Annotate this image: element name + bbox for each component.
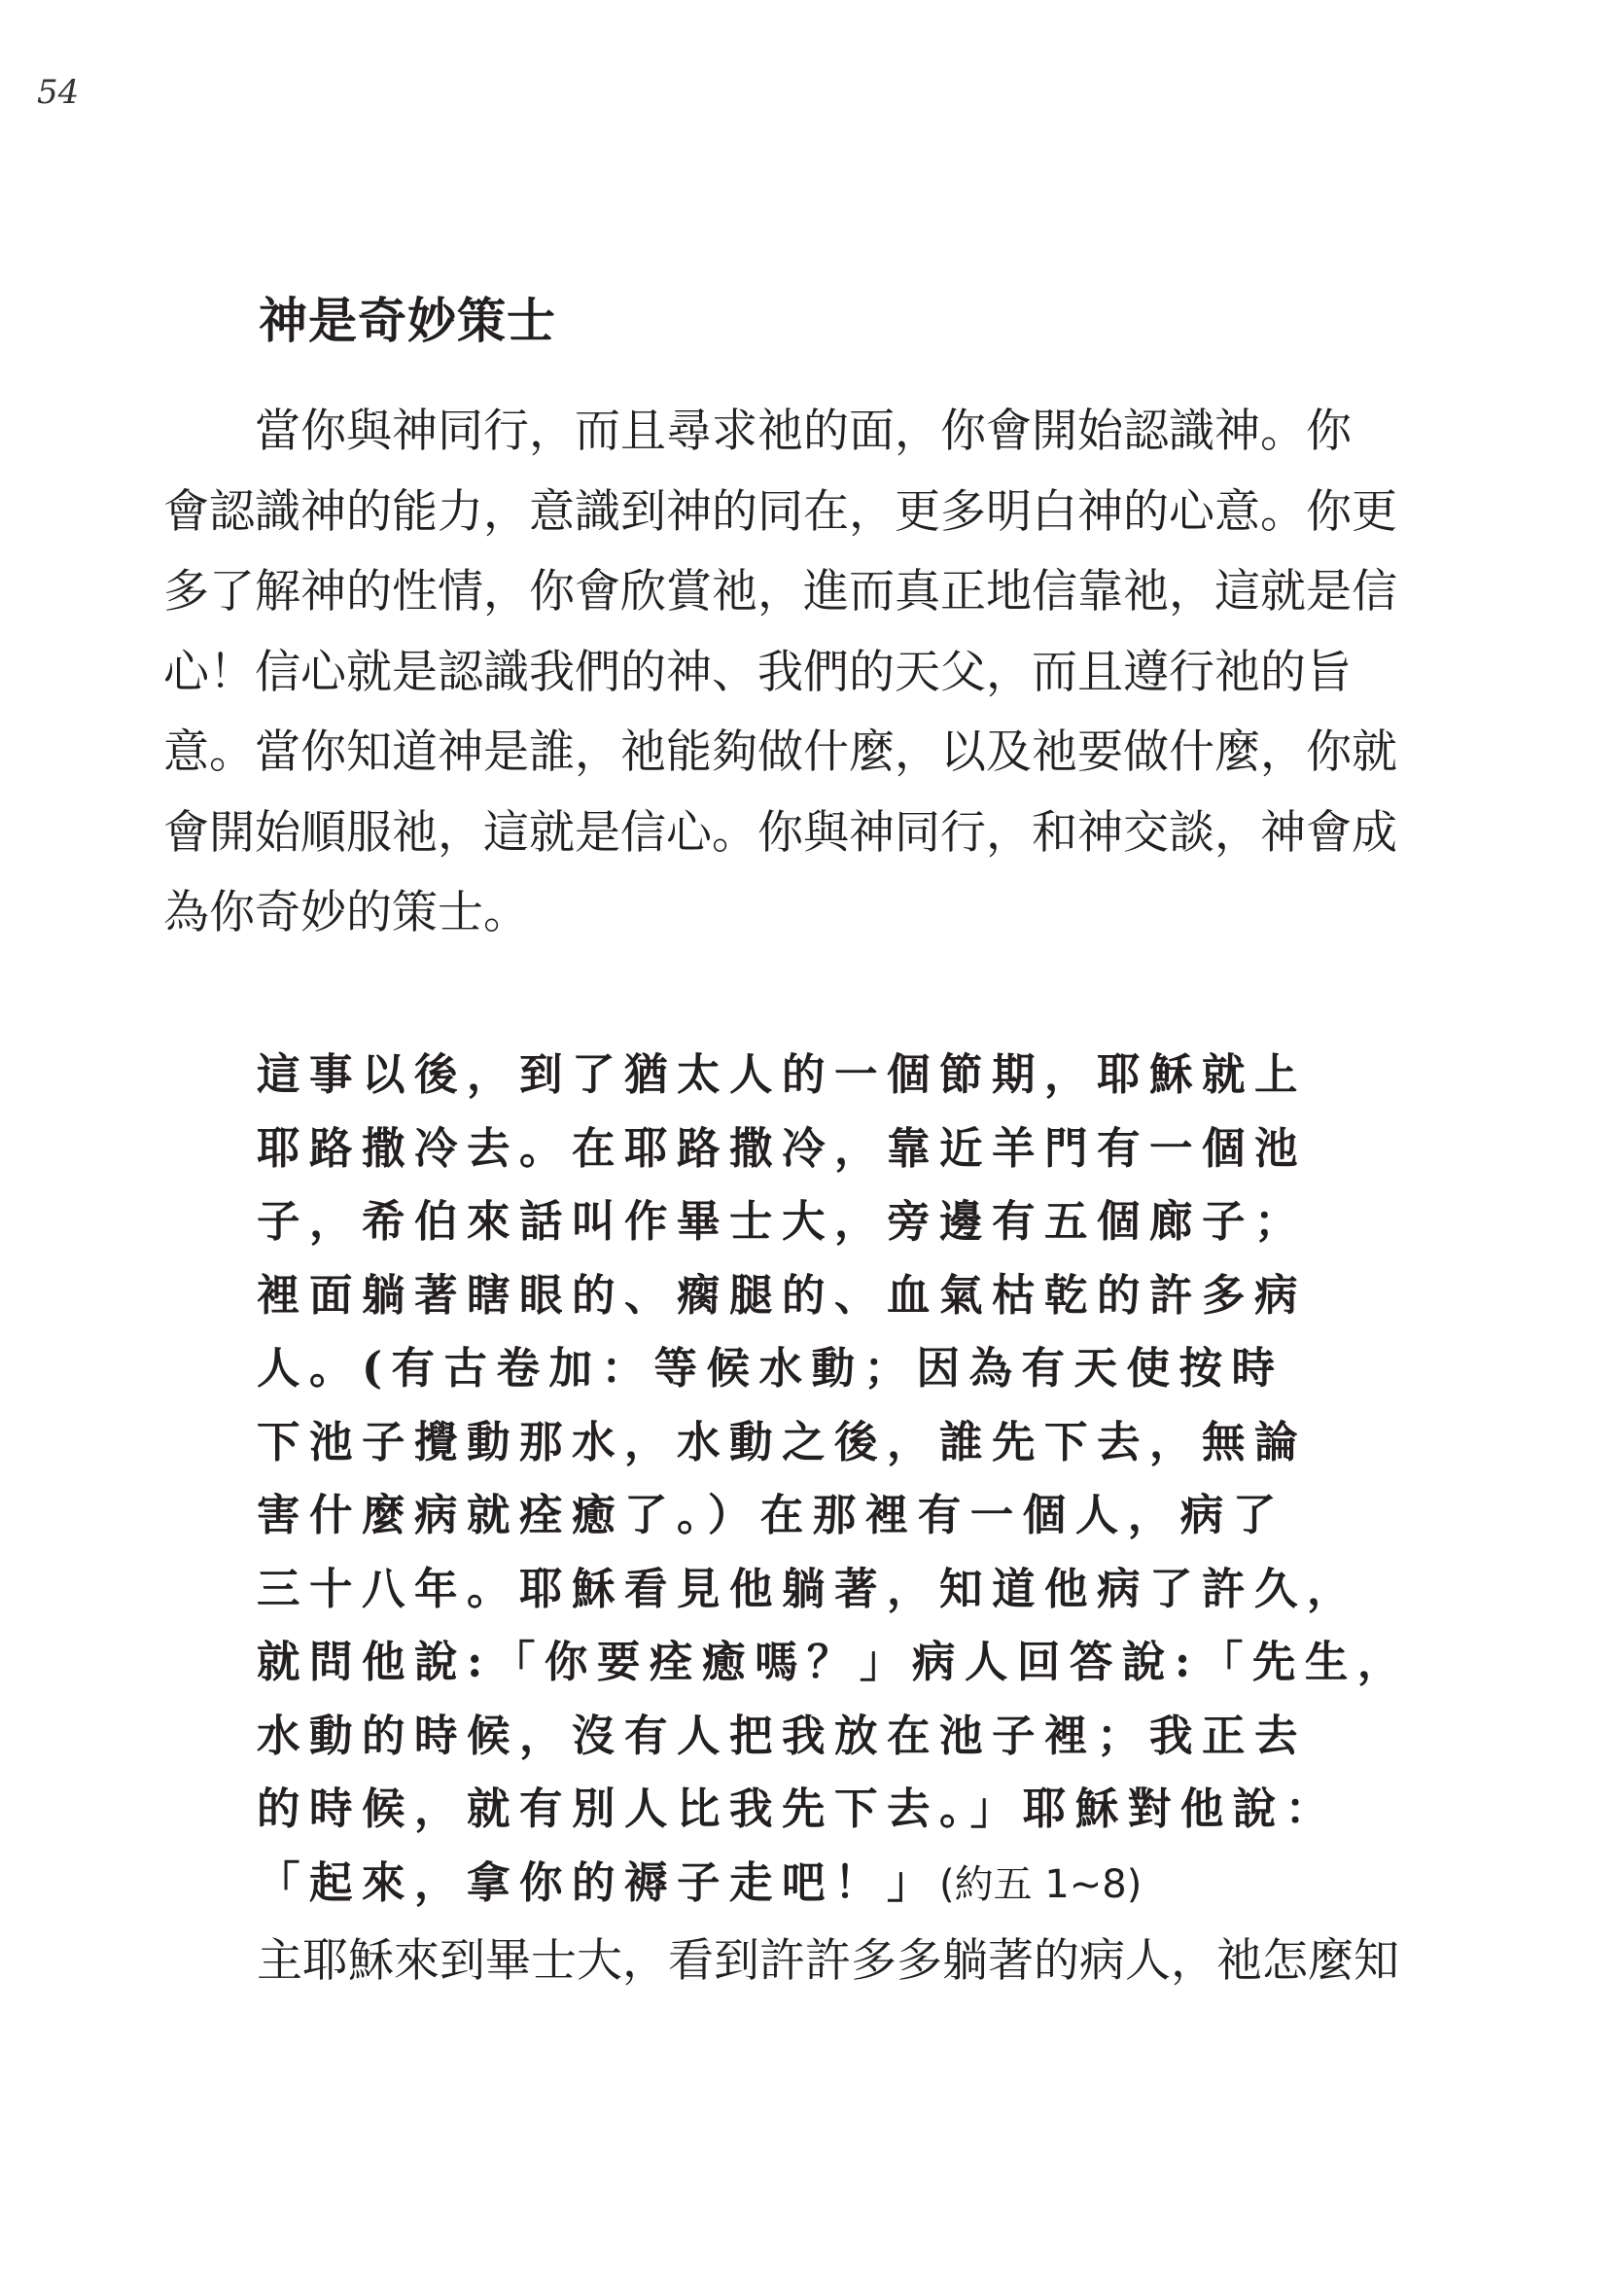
body-line: 當你與神同行，而且尋求祂的面，你會開始認識神。你 (163, 405, 1352, 458)
scripture-line: 的時候，就有別人比我先下去。」耶穌對他說： (257, 1784, 1338, 1834)
section-heading: 神是奇妙策士 (259, 293, 556, 349)
scripture-line: 子，希伯來話叫作畢士大，旁邊有五個廊子； (257, 1196, 1308, 1247)
closing-paragraph-line: 主耶穌來到畢士大，看到許許多多躺著的病人，祂怎麼知 (257, 1934, 1399, 1988)
body-paragraph (163, 392, 1427, 954)
page-number: 54 (37, 73, 80, 112)
body-line: 多了解神的性情，你會欣賞祂，進而真正地信靠祂，這就是信 (163, 565, 1397, 618)
scripture-line: 就問他說:「你要痊癒嗎？」病人回答說:「先生， (257, 1637, 1410, 1687)
body-line: 會開始順服祂，這就是信心。你與神同行，和神交談，神會成 (163, 805, 1397, 860)
scripture-line: 水動的時候，沒有人把我放在池子裡；我正去 (257, 1710, 1308, 1761)
scripture-line: 這事以後，到了猶太人的一個節期，耶穌就上 (257, 1049, 1308, 1100)
scripture-line: 害什麼病就痊癒了。）在那裡有一個人，病了 (257, 1490, 1285, 1540)
scripture-reference: (約五 1~8) (939, 1861, 1143, 1907)
scripture-line: 耶路撒冷去。在耶路撒冷，靠近羊門有一個池 (257, 1122, 1308, 1174)
scripture-line: 下池子攪動那水，水動之後，誰先下去，無論 (257, 1416, 1308, 1467)
body-line: 為你奇妙的策士。 (163, 886, 529, 939)
body-line: 心！信心就是認識我們的神、我們的天父，而且遵行祂的旨 (163, 645, 1352, 699)
scripture-line-text: 「起來，拿你的褥子走吧！」 (257, 1856, 940, 1908)
scripture-line: 人。(有古卷加：等候水動；因為有天使按時 (257, 1343, 1284, 1394)
body-line: 會認識神的能力，意識到神的同在，更多明白神的心意。你更 (163, 484, 1397, 539)
scripture-line: 裡面躺著瞎眼的、瘸腿的、血氣枯乾的許多病 (257, 1269, 1308, 1321)
scripture-line: 三十八年。耶穌看見他躺著，知道他病了許久， (257, 1563, 1360, 1614)
scripture-quote (257, 1039, 1410, 1922)
body-line: 意。當你知道神是誰，祂能夠做什麼，以及祂要做什麼，你就 (163, 725, 1397, 779)
scripture-line-last (257, 1847, 1346, 1923)
